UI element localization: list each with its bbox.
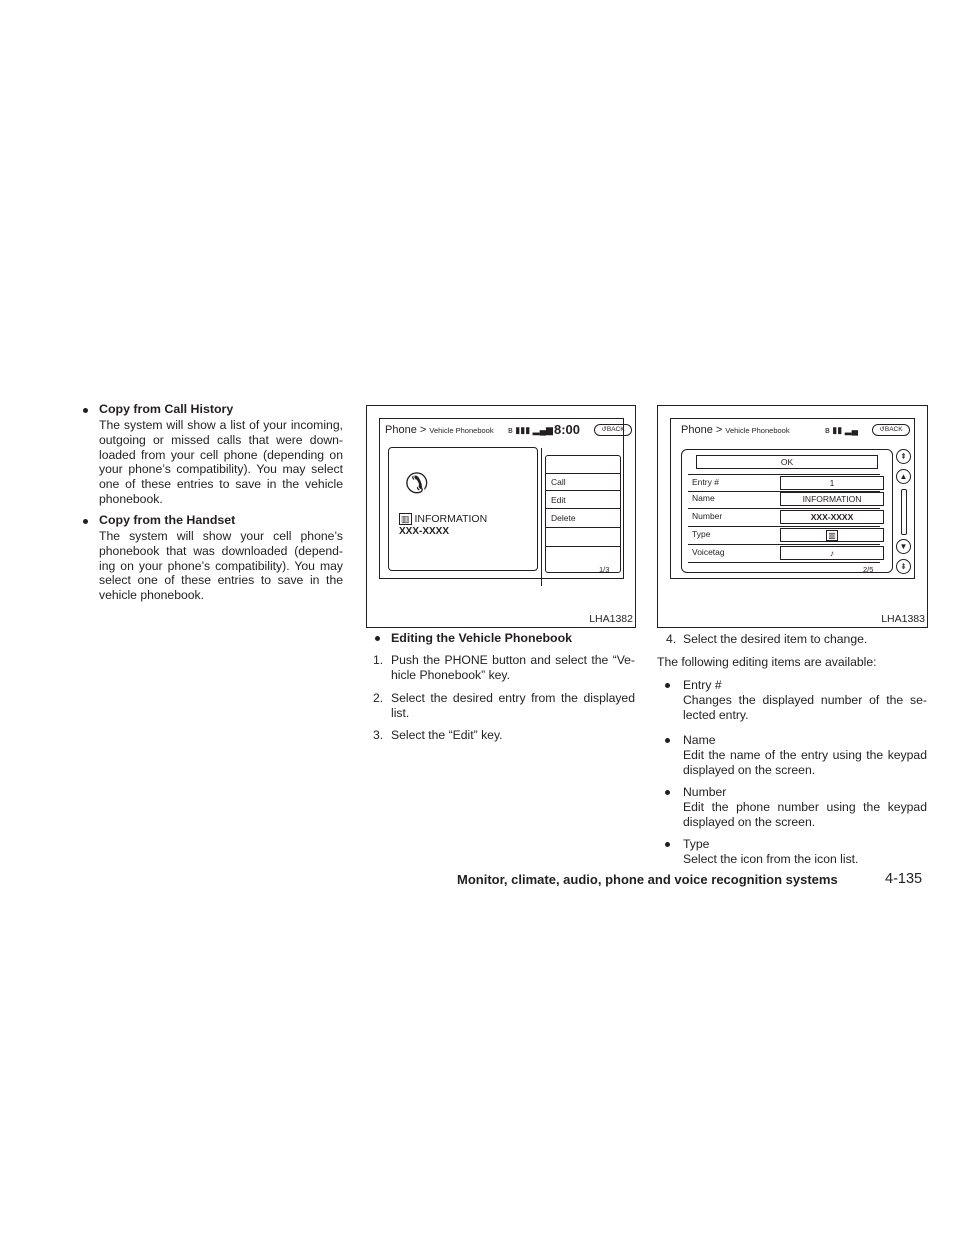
row-voicetag[interactable]: Voicetag ♪ [688, 545, 880, 563]
bluetooth-icon: ʙ [825, 425, 830, 435]
row-name[interactable]: Name INFORMATION [688, 491, 880, 509]
scroll-top-icon[interactable]: ⇞ [896, 449, 911, 464]
figure-lha1383 [657, 405, 928, 628]
page-indicator: 1/3 [599, 565, 610, 574]
building-icon: ▥ [828, 531, 836, 540]
menu-separator [546, 546, 620, 547]
edit-list-panel [681, 449, 893, 573]
step-1: Push the PHONE button and select the “Ve- hicle Phonebook” key. [391, 653, 635, 682]
figure-lha1382 [366, 405, 636, 628]
page-number: 4-135 [885, 871, 923, 887]
bullet-dot [83, 519, 88, 524]
menu-item-edit[interactable]: Edit [546, 490, 620, 509]
battery-icon: ▮▮▮ [515, 425, 531, 435]
scrollbar[interactable] [901, 489, 907, 535]
phone-handset-icon: ✆ [405, 468, 429, 499]
back-arrow-icon: ↺ [601, 426, 607, 433]
status-icons [508, 425, 553, 436]
step-3: Select the “Edit” key. [391, 728, 503, 742]
action-menu [545, 455, 621, 573]
scroll-bottom-icon[interactable]: ⇟ [896, 559, 911, 574]
heading-copy-from-handset: Copy from the Handset [99, 513, 236, 527]
screen-title: Phone > Vehicle Phonebook [681, 424, 790, 436]
divider [541, 448, 542, 586]
row-number[interactable]: Number XXX-XXXX [688, 509, 880, 527]
scroll-up-icon[interactable]: ▲ [896, 469, 911, 484]
back-arrow-icon: ↺ [879, 426, 885, 433]
bullet-dot [83, 408, 88, 413]
signal-icon: ▂▄▆ [532, 425, 553, 435]
item-number: Number Edit the phone number using the keypad displayed on the screen. [683, 785, 927, 829]
heading-editing-phonebook: Editing the Vehicle Phonebook [391, 631, 573, 645]
back-button[interactable]: ↺BACK [594, 424, 632, 436]
bullet-dot [665, 738, 670, 743]
entry-number: XXX-XXXX [399, 526, 450, 537]
voice-icon: ♪ [829, 548, 835, 558]
clock-time: 8:00 [554, 422, 581, 437]
screen-title: Phone > Vehicle Phonebook [385, 424, 494, 436]
bullet-dot [665, 842, 670, 847]
status-icons [825, 425, 858, 436]
menu-item-delete[interactable]: Delete [546, 508, 620, 528]
step-2: Select the desired entry from the displayed list. [391, 691, 635, 720]
heading-copy-call-history: Copy from Call History [99, 402, 234, 416]
ok-button[interactable]: OK [696, 455, 878, 469]
step-4: Select the desired item to change. [683, 632, 868, 646]
paragraph-copy-call-history: The system will show a list of your incoming, outgoing or missed calls that were down- loaded from your cell phone (depending on your phone’s compatibility). You may select one of these entries to save in the vehicle phonebook. [99, 418, 343, 506]
signal-icon: ▂▄ [844, 425, 859, 435]
footer-section-title: Monitor, climate, audio, phone and voice recognition systems [457, 872, 838, 887]
figure-code: LHA1382 [589, 613, 633, 625]
row-type[interactable]: Type ▥ [688, 527, 880, 545]
items-intro: The following editing items are available: [657, 655, 877, 669]
row-entry[interactable]: Entry # 1 [688, 474, 880, 492]
page-indicator: 2/5 [863, 565, 874, 574]
bullet-dot [665, 790, 670, 795]
paragraph-copy-from-handset: The system will show your cell phone’s phonebook that was downloaded (depend- ing on your phone’s compatibility). You may select one of these entries to save in the vehicle phonebook. [99, 529, 343, 603]
entry-info-panel [388, 447, 538, 571]
item-entry: Entry # Changes the displayed number of the se- lected entry. [683, 678, 927, 722]
item-type: Type Select the icon from the icon list. [683, 837, 859, 866]
scroll-down-icon[interactable]: ▼ [896, 539, 911, 554]
phone-screen [379, 418, 624, 579]
battery-icon: ▮▮ [832, 425, 843, 435]
back-button[interactable]: ↺BACK [872, 424, 910, 436]
item-name: Name Edit the name of the entry using the keypad displayed on the screen. [683, 733, 927, 777]
entry-name: ▥ INFORMATION [401, 513, 488, 525]
menu-item-call[interactable]: Call [546, 473, 620, 491]
building-icon: ▥ [401, 514, 410, 524]
figure-code: LHA1383 [881, 613, 925, 625]
bluetooth-icon: ʙ [508, 425, 513, 435]
bullet-dot [665, 683, 670, 688]
phone-screen [670, 418, 915, 579]
bullet-dot [375, 636, 380, 641]
